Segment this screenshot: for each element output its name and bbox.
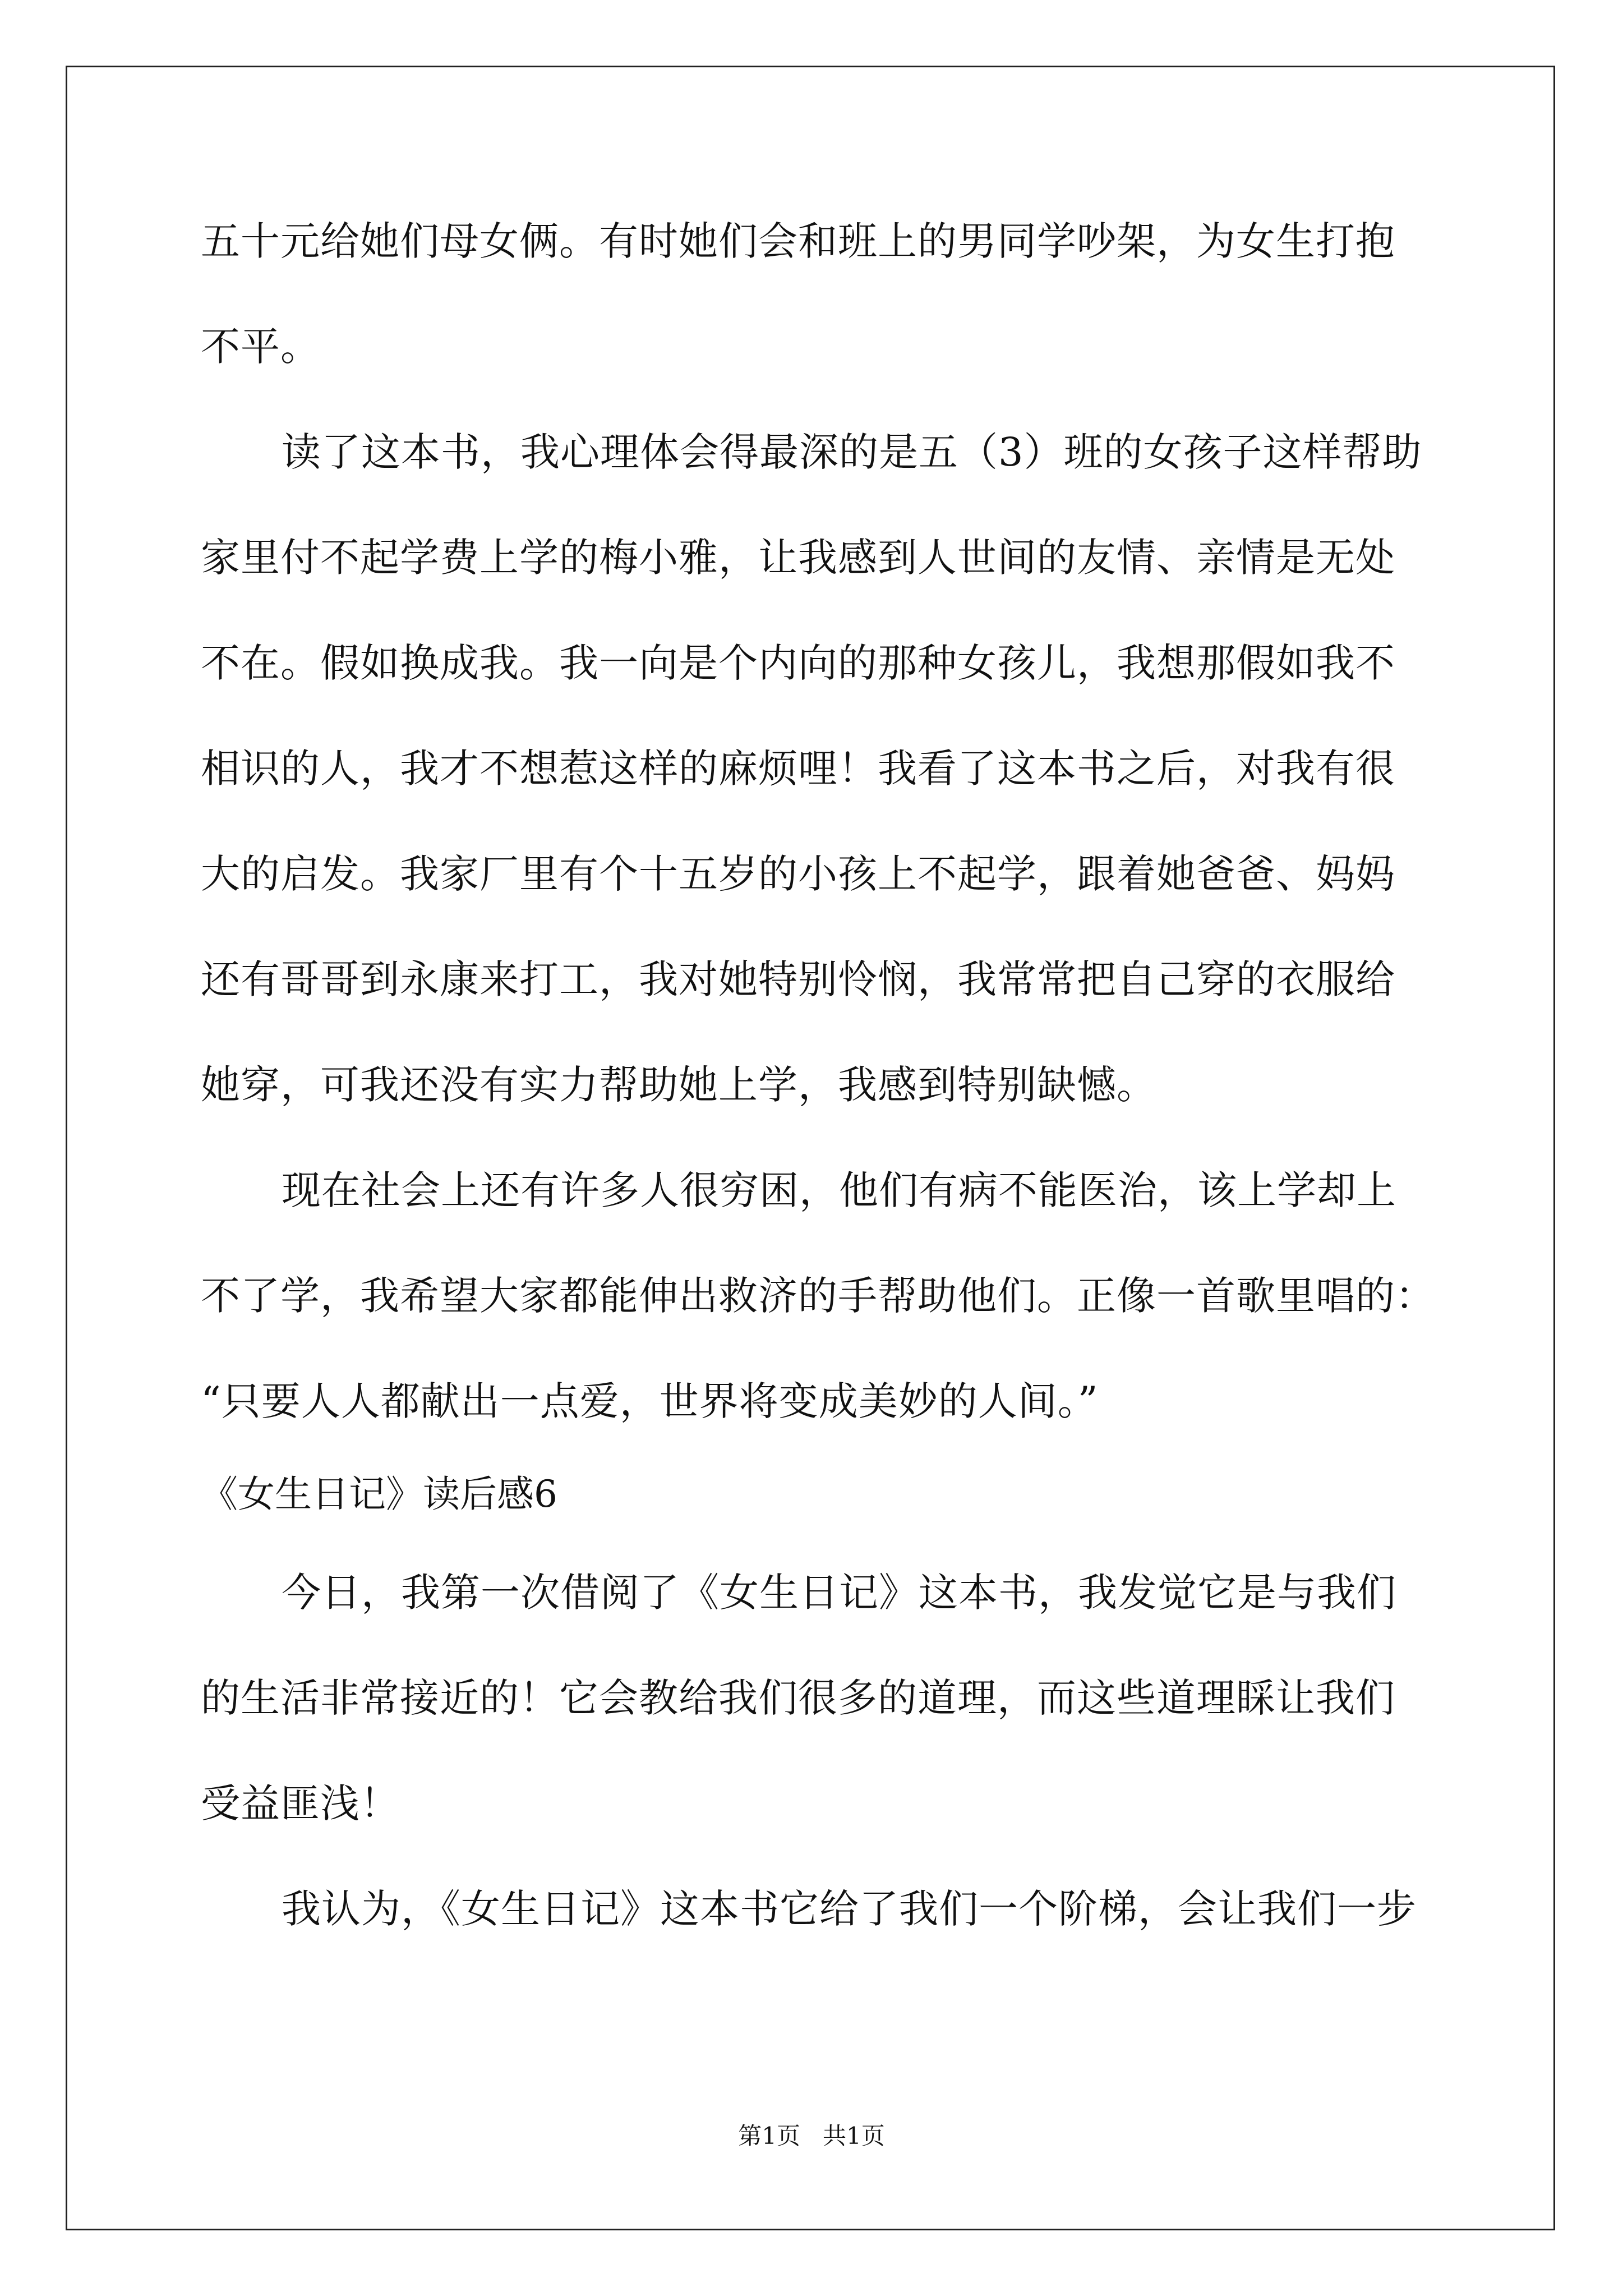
paragraph-line: 我认为，《女生日记》这本书它给了我们一个阶梯，会让我们一步 <box>282 1886 1417 1932</box>
page-number-footer: 第1页 共1页 <box>738 2122 885 2150</box>
paragraph-line: “只要人人都献出一点爱，世界将变成美妙的人间。” <box>201 1378 1099 1424</box>
paragraph-line: 受益匪浅！ <box>201 1780 400 1826</box>
section-heading: 《女生日记》读后感6 <box>201 1473 557 1516</box>
paragraph-line: 不了学，我希望大家都能伸出救济的手帮助他们。正像一首歌里唱的： <box>201 1273 1435 1319</box>
paragraph-line: 读了这本书，我心理体会得最深的是五（3）班的女孩子这样帮助 <box>282 429 1422 475</box>
paragraph-line: 还有哥哥到永康来打工，我对她特别怜悯，我常常把自己穿的衣服给 <box>201 956 1395 1002</box>
paragraph-line: 大的启发。我家厂里有个十五岁的小孩上不起学，跟着她爸爸、妈妈 <box>201 851 1395 897</box>
paragraph-line: 五十元给她们母女俩。有时她们会和班上的男同学吵架，为女生打抱 <box>201 218 1395 264</box>
paragraph-line: 她穿，可我还没有实力帮助她上学，我感到特别缺憾。 <box>201 1062 1156 1108</box>
paragraph-line: 不平。 <box>201 324 320 370</box>
paragraph-line: 家里付不起学费上学的梅小雅，让我感到人世间的友情、亲情是无处 <box>201 535 1395 581</box>
paragraph-line: 的生活非常接近的！它会教给我们很多的道理，而这些道理睬让我们 <box>201 1675 1395 1721</box>
paragraph-line: 今日，我第一次借阅了《女生日记》这本书，我发觉它是与我们 <box>282 1570 1396 1616</box>
paragraph-line: 相识的人，我才不想惹这样的麻烦哩！我看了这本书之后，对我有很 <box>201 746 1395 792</box>
paragraph-line: 现在社会上还有许多人很穷困，他们有病不能医治，该上学却上 <box>282 1167 1396 1213</box>
paragraph-line: 不在。假如换成我。我一向是个内向的那种女孩儿，我想那假如我不 <box>201 640 1395 686</box>
